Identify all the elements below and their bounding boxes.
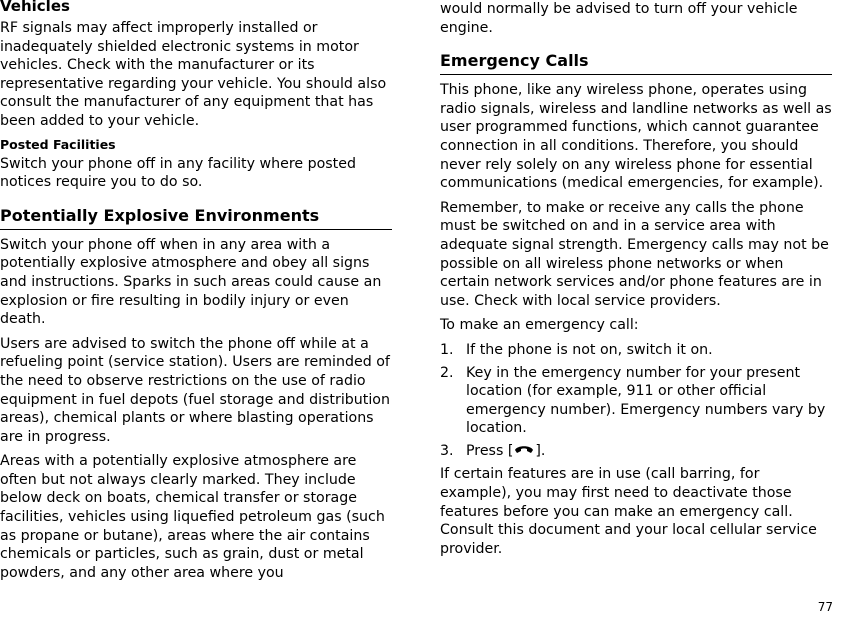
vehicles-paragraph: RF signals may affect improperly installed or inadequately shielded electronic systems in motor vehicles. Check with the manufacturer or its representative regarding your vehicle. You should also consult the manufacturer of any equipment that has been added to your vehicle. <box>0 20 387 129</box>
list-item <box>440 364 832 438</box>
page-number: 77 <box>817 600 833 614</box>
emergency-paragraph-1: This phone, like any wireless phone, operates using radio signals, wireless and landline networks as well as user programmed functions, which cannot guarantee connection in all conditions. Therefore, you should never rely solely on any wireless phone for essential communications (medical emergencies, for example). <box>440 82 832 192</box>
step-number: 1. <box>440 341 454 358</box>
list-item <box>440 341 832 360</box>
step-text-before: Press [ <box>466 442 514 459</box>
steps-intro: To make an emergency call: <box>440 317 639 334</box>
explosive-paragraph-2: Users are advised to switch the phone off while at a refueling point (service station). Users are reminded of the need to observe restrictions on the use of radio equipment in fuel depots (fuel storage and distribution areas), chemical plants or where blasting operations are in progress. <box>0 335 390 445</box>
posted-facilities-paragraph: Switch your phone off in any facility where posted notices require you to do so. <box>0 155 356 191</box>
emergency-paragraph-2: Remember, to make or receive any calls the phone must be switched on and in a service area with adequate signal strength. Emergency calls may not be possible on all wireless phone networks or when certain network services and/or phone features are in use. Check with local service providers. <box>440 199 829 309</box>
vehicles-heading: Vehicles <box>0 0 70 15</box>
step-number: 2. <box>440 364 454 381</box>
step-text: Key in the emergency number for your present location (for example, 911 or other official emergency number). Emergency numbers vary by location. <box>466 364 826 437</box>
emergency-steps-list <box>440 341 832 462</box>
list-item <box>440 442 832 462</box>
step-number: 3. <box>440 442 454 459</box>
left-column <box>0 0 392 588</box>
right-column <box>440 0 832 564</box>
explosive-environments-heading: Potentially Explosive Environments <box>0 206 392 230</box>
explosive-paragraph-3: Areas with a potentially explosive atmosphere are often but not always clearly marked. They include below deck on boats, chemical transfer or storage facilities, vehicles using liquefied petroleum gas (such as propane or butane), areas where the air contains chemicals or particles, such as grain, dust or metal powders, and any other area where you <box>0 453 385 581</box>
emergency-calls-heading: Emergency Calls <box>440 51 832 75</box>
emergency-paragraph-3: If certain features are in use (call barring, for example), you may first need to deactivate those features before you can make an emergency call. Consult this document and your local cellular service provider. <box>440 466 817 557</box>
posted-facilities-heading: Posted Facilities <box>0 136 116 152</box>
step-text: If the phone is not on, switch it on. <box>466 341 713 358</box>
explosive-paragraph-1: Switch your phone off when in any area with a potentially explosive atmosphere and obey all signs and instructions. Sparks in such areas could cause an explosion or fire resulting in bodily injury or even death. <box>0 236 382 328</box>
continued-paragraph: would normally be advised to turn off your vehicle engine. <box>440 1 798 36</box>
step-text-after: ]. <box>535 442 546 459</box>
call-key-icon <box>513 442 535 462</box>
